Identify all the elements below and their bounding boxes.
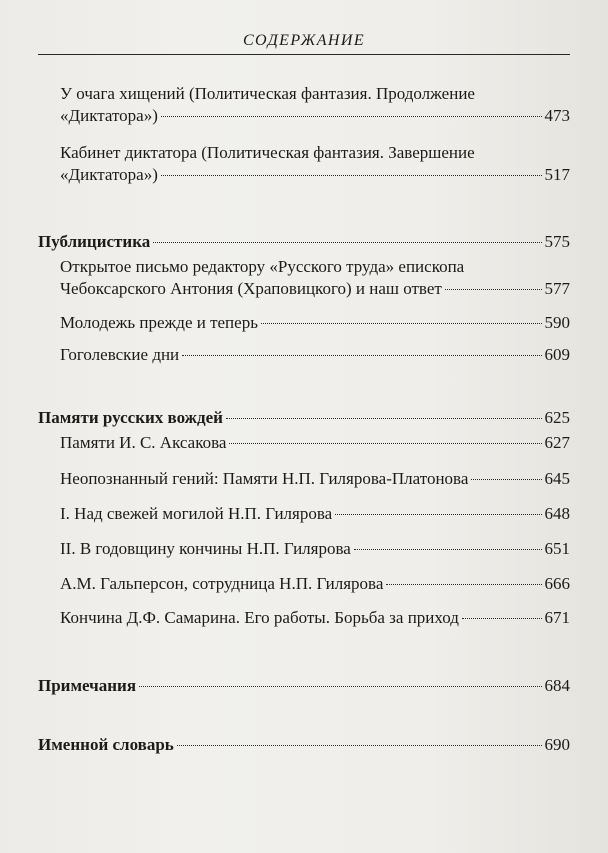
dot-leader [386, 584, 541, 585]
toc-page-number: 590 [544, 313, 570, 332]
toc-page-number: 577 [544, 279, 570, 298]
toc-entry-title: Памяти И. С. Аксакова [60, 433, 227, 452]
toc-entry-title: I. Над свежей могилой Н.П. Гилярова [60, 504, 333, 523]
dot-leader [161, 175, 542, 176]
toc-section-entry [0, 675, 608, 697]
dot-leader [177, 745, 542, 746]
toc-section-title: Именной словарь [38, 735, 174, 754]
dot-leader [226, 418, 542, 419]
toc-entry [0, 83, 608, 127]
toc-page-number: 648 [544, 504, 570, 523]
toc-page-number: 645 [544, 469, 570, 488]
toc-entry [0, 432, 608, 454]
toc-entry-title: Неопознанный гений: Памяти Н.П. Гилярова-Платонова [60, 469, 469, 488]
dot-leader [153, 242, 541, 243]
toc-page-number: 684 [544, 676, 570, 695]
toc-entry [0, 503, 608, 525]
toc-page-number: 690 [544, 735, 570, 754]
dot-leader [462, 618, 542, 619]
toc-entry [0, 256, 608, 300]
dot-leader [335, 514, 541, 515]
toc-page-number: 575 [544, 232, 570, 251]
dot-leader [445, 289, 542, 290]
toc-entry-title: Гоголевские дни [60, 345, 180, 364]
toc-entry [0, 142, 608, 186]
toc-entry-title: Открытое письмо редактору «Русского труда» епископа [60, 257, 465, 276]
toc-section-entry [0, 231, 608, 253]
toc-page-number: 627 [544, 433, 570, 452]
toc-section-title: Памяти русских вождей [38, 408, 223, 427]
toc-entry-title: Кабинет диктатора (Политическая фантазия. Завершение [60, 143, 475, 162]
dot-leader [471, 479, 541, 480]
toc-page-number: 625 [544, 408, 570, 427]
page-title: СОДЕРЖАНИЕ [242, 32, 366, 49]
dot-leader [139, 686, 541, 687]
toc-page-number: 517 [544, 165, 570, 184]
toc-section-entry [0, 407, 608, 429]
toc-entry-title-cont: «Диктатора») [60, 165, 158, 184]
toc-entry-title: Молодежь прежде и теперь [60, 313, 258, 332]
toc-entry-title: II. В годовщину кончины Н.П. Гилярова [60, 539, 351, 558]
toc-page-number: 671 [544, 608, 570, 627]
dot-leader [261, 323, 542, 324]
toc-entry [0, 312, 608, 334]
toc-entry [0, 468, 608, 490]
toc-entry [0, 344, 608, 366]
dot-leader [354, 549, 542, 550]
toc-entry [0, 573, 608, 595]
toc-section-title: Примечания [38, 676, 137, 695]
toc-section-title: Публицистика [38, 232, 151, 251]
toc-page-number: 651 [544, 539, 570, 558]
toc-page-number: 666 [544, 574, 570, 593]
dot-leader [182, 355, 541, 356]
toc-section-entry [0, 734, 608, 756]
toc-entry-title: А.М. Гальперсон, сотрудница Н.П. Гилярова [60, 574, 384, 593]
toc-page-number: 473 [544, 106, 570, 125]
dot-leader [161, 116, 542, 117]
toc-entry-title: У очага хищений (Политическая фантазия. Продолжение [60, 84, 475, 103]
dot-leader [229, 443, 541, 444]
toc-entry-title-cont: «Диктатора») [60, 106, 158, 125]
toc-entry-title-cont: Чебоксарского Антония (Храповицкого) и наш ответ [60, 279, 442, 298]
toc-entry [0, 607, 608, 629]
toc-page-number: 609 [544, 345, 570, 364]
toc-entry [0, 538, 608, 560]
toc-entry-title: Кончина Д.Ф. Самарина. Его работы. Борьба за приход [60, 608, 459, 627]
